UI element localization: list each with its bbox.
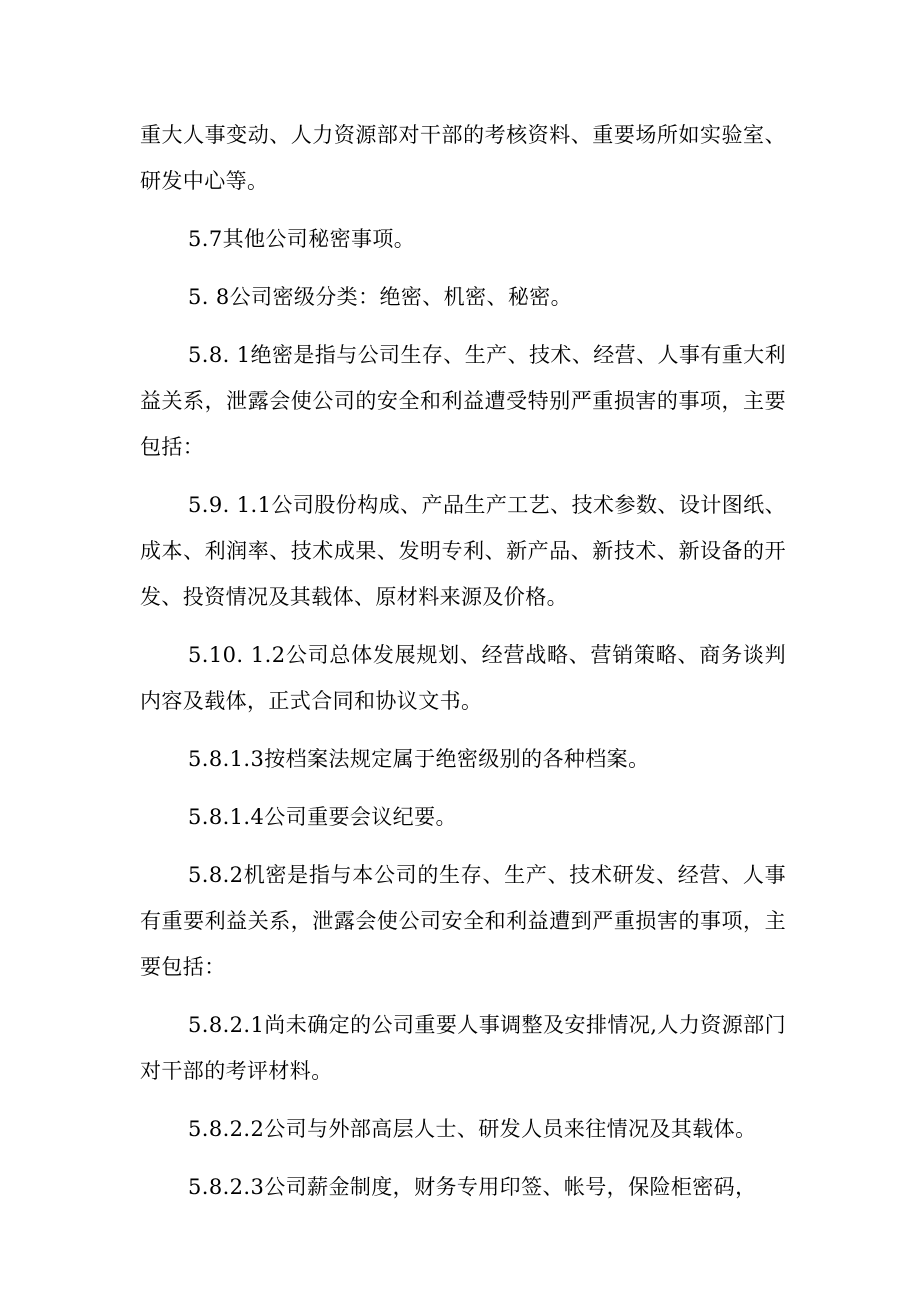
paragraph-top-secret-item-2: 5.10. 1.2公司总体发展规划、经营战略、营销策略、商务谈判内容及载体，正式合同和协议文书。 <box>140 643 786 713</box>
paragraph-top-secret-item-3: 5.8.1.3按档案法规定属于绝密级别的各种档案。 <box>188 747 650 771</box>
paragraph-5-8-classification: 5. 8公司密级分类：绝密、机密、秘密。 <box>188 285 573 309</box>
paragraph-confidential-item-3: 5.8.2.3公司薪金制度，财务专用印签、帐号，保险柜密码， <box>188 1175 757 1199</box>
paragraph-confidential-item-2: 5.8.2.2公司与外部高层人士、研发人员来往情况及其载体。 <box>188 1117 757 1141</box>
paragraph-confidential-definition: 5.8.2机密是指与本公司的生存、生产、技术研发、经营、人事有重要利益关系，泄露会使公司安全和利益遭到严重损害的事项，主要包括： <box>140 863 786 979</box>
paragraph-top-secret-definition: 5.8. 1绝密是指与公司生存、生产、技术、经营、人事有重大利益关系，泄露会使公司的安全和利益遭受特别严重损害的事项，主要包括： <box>140 343 786 459</box>
paragraph-5-7: 5.7其他公司秘密事项。 <box>188 227 416 251</box>
paragraph-continuation: 重大人事变动、人力资源部对干部的考核资料、重要场所如实验室、研发中心等。 <box>140 123 786 193</box>
document-body <box>140 112 786 1210</box>
paragraph-top-secret-item-1: 5.9. 1.1公司股份构成、产品生产工艺、技术参数、设计图纸、成本、利润率、技术成果、发明专利、新产品、新技术、新设备的开发、投资情况及其载体、原材料来源及价格。 <box>140 493 786 609</box>
paragraph-top-secret-item-4: 5.8.1.4公司重要会议纪要。 <box>188 805 457 829</box>
paragraph-confidential-item-1: 5.8.2.1尚未确定的公司重要人事调整及安排情况,人力资源部门对干部的考评材料。 <box>140 1013 786 1083</box>
